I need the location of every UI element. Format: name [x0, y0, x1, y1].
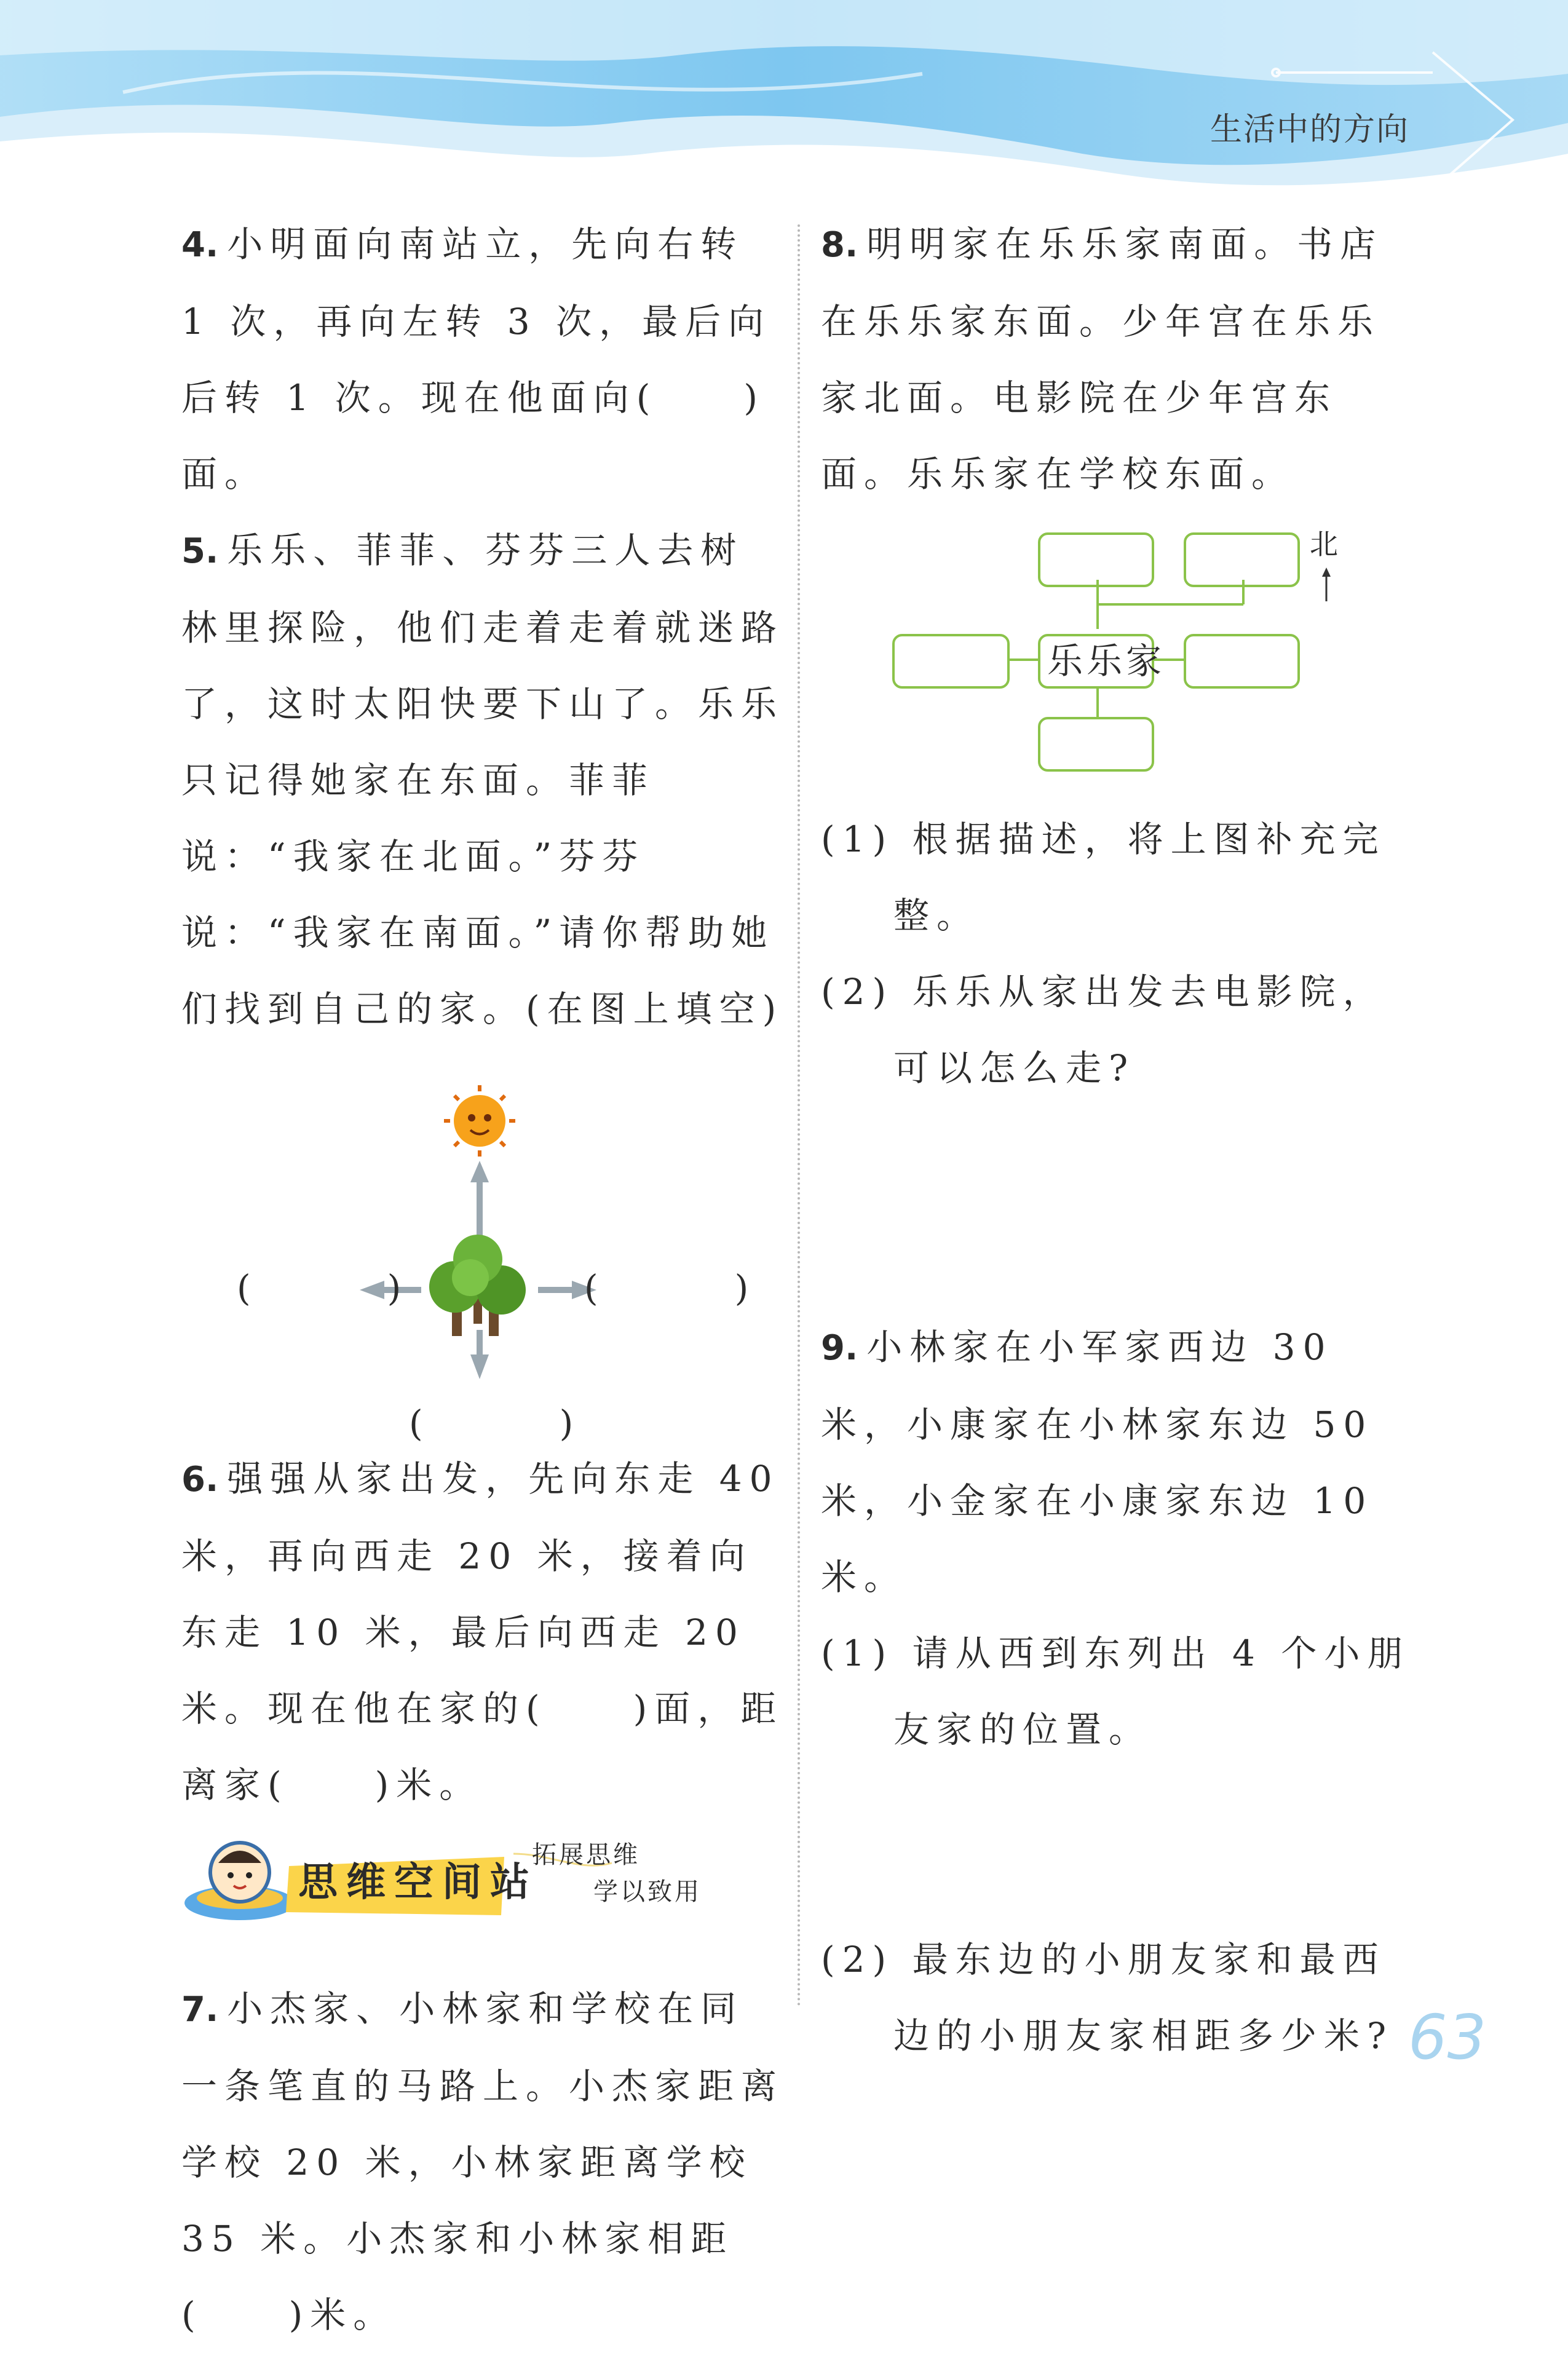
box-south — [1039, 718, 1153, 770]
forest-direction-figure — [181, 1047, 784, 1444]
box-north — [1039, 534, 1153, 586]
answer-space — [821, 1768, 1417, 1921]
box-northeast — [1185, 534, 1299, 586]
question-text: 小杰家、小林家和学校在同一条笔直的马路上。小杰家距离学校 20 米，小林家距离学校 35 米。小杰家和小林家相距( )米。 — [181, 1988, 785, 2336]
badge-title: 思维空间站 — [298, 1859, 538, 1905]
question-8 — [821, 206, 1417, 512]
question-text: 小明面向南站立，先向右转 1 次，再向左转 3 次，最后向后转 1 次。现在他面向( )面。 — [181, 223, 772, 495]
badge-line1: 拓展思维 — [532, 1841, 640, 1869]
sun-icon — [444, 1085, 515, 1157]
east-blank[interactable]: ( ) — [584, 1267, 756, 1309]
question-number: 7. — [181, 1990, 219, 2030]
box-west — [893, 635, 1008, 687]
question-number: 4. — [181, 225, 219, 265]
question-number: 6. — [181, 1460, 219, 1500]
question-9-part-2: (2) 最东边的小朋友家和最西边的小朋友家相距多少米? — [821, 1939, 1394, 2057]
question-9 — [821, 1309, 1417, 1615]
trees-icon — [429, 1235, 526, 1336]
south-blank[interactable]: ( ) — [409, 1402, 581, 1444]
answer-space — [821, 1106, 1417, 1309]
west-blank[interactable]: ( ) — [237, 1267, 409, 1309]
map-figure — [821, 512, 1417, 801]
thinking-station-badge — [181, 1829, 784, 1946]
question-7 — [181, 1971, 784, 2353]
section-title: 生活中的方向 — [1210, 111, 1410, 148]
left-column — [181, 206, 784, 2353]
box-east — [1185, 635, 1299, 687]
question-5 — [181, 512, 784, 1047]
question-text: 强强从家出发，先向东走 40 米，再向西走 20 米，接着向东走 10 米，最后向西走 20 米。现在他在家的( )面，距离家( )米。 — [181, 1458, 784, 1806]
center-box-label: 乐乐家 — [1047, 640, 1166, 682]
question-text: 明明家在乐乐家南面。书店在乐乐家东面。少年宫在乐乐家北面。电影院在少年宫东面。乐乐家在学校东面。 — [821, 223, 1384, 495]
question-number: 8. — [821, 225, 858, 265]
header-wave-decoration — [0, 0, 1568, 203]
badge-line2: 学以致用 — [593, 1878, 702, 1906]
question-4 — [181, 206, 784, 512]
question-number: 5. — [181, 531, 219, 571]
question-6 — [181, 1441, 784, 1823]
compass-diagram — [181, 1047, 784, 1441]
north-label: 北 — [1310, 528, 1338, 561]
right-column — [821, 206, 1417, 2074]
question-number: 9. — [821, 1328, 858, 1368]
question-text: 小林家在小军家西边 30 米，小康家在小林家东边 50 米，小金家在小康家东边 10 米。 — [821, 1326, 1374, 1598]
page-number: 63 — [1408, 2001, 1487, 2073]
question-text: 乐乐、菲菲、芬芬三人去树林里探险，他们走着走着就迷路了，这时太阳快要下山了。乐乐只记得她家在东面。菲菲说：“我家在北面。”芬芬说：“我家在南面。”请你帮助她们找到自己的家。(在图上填空) — [181, 529, 785, 1030]
question-9-part-1: (1) 请从西到东列出 4 个小朋友家的位置。 — [821, 1632, 1411, 1750]
column-divider — [798, 224, 800, 2007]
question-8-part-2: (2) 乐乐从家出发去电影院，可以怎么走? — [821, 971, 1386, 1089]
question-8-part-1: (1) 根据描述，将上图补充完整。 — [821, 818, 1386, 936]
